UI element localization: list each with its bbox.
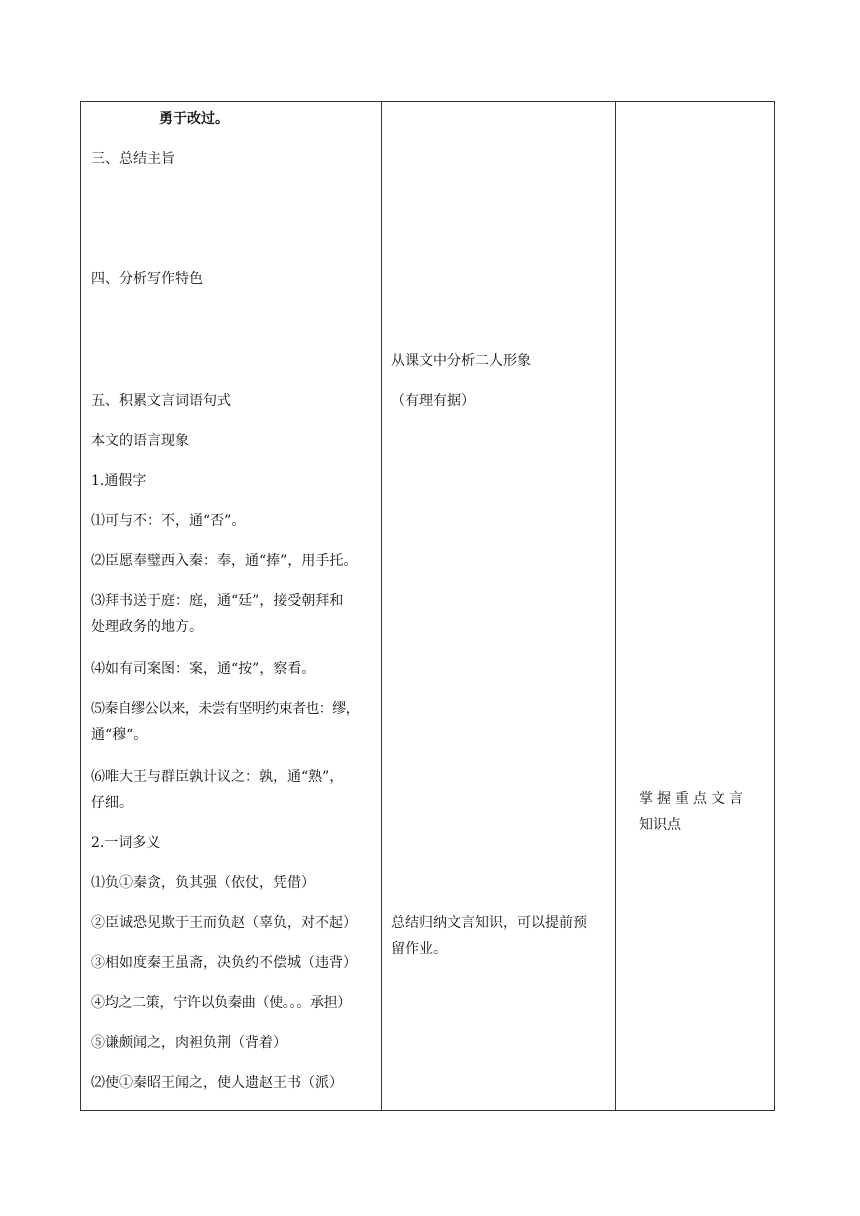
subsection-tongjiazi: 1.通假字	[91, 473, 147, 489]
note-evidence: （有理有据）	[391, 393, 475, 409]
tongjiazi-item: ⑷如有司案图：案，通“按”，察看。	[91, 661, 316, 677]
polysemy-item: ⑤谦颇闻之，肉袒负荆（背着）	[91, 1035, 287, 1051]
note-summary-cont: 留作业。	[391, 941, 447, 957]
subsection-polysemy: 2.一词多义	[91, 835, 161, 851]
goal-text-cont: 知识点	[639, 817, 681, 833]
tongjiazi-item-cont: 仔细。	[91, 795, 133, 811]
polysemy-item: ③相如度秦王虽斋，决负约不偿城（违背）	[91, 955, 357, 971]
note-character-analysis: 从课文中分析二人形象	[391, 353, 531, 369]
column-divider	[381, 102, 382, 1110]
lesson-plan-table	[80, 101, 775, 1111]
tongjiazi-item-cont: 通“穆“。	[91, 727, 148, 743]
tongjiazi-item-cont: 处理政务的地方。	[91, 619, 203, 635]
bold-conclusion: 勇于改过。	[159, 111, 229, 127]
note-summary: 总结归纳文言知识，可以提前预	[391, 915, 587, 931]
tongjiazi-item: ⑸秦自缪公以来，未尝有坚明约束者也：缪，	[91, 701, 359, 717]
polysemy-item: ⑴负①秦贪，负其强（依仗，凭借）	[91, 875, 315, 891]
tongjiazi-item: ⑶拜书送于庭：庭，通“廷”，接受朝拜和	[91, 593, 344, 609]
polysemy-item: ④均之二策，宁许以负秦曲（使。。。承担）	[91, 995, 351, 1011]
section-vocab-heading: 五、积累文言词语句式	[91, 393, 231, 409]
tongjiazi-item: ⑵臣愿奉璧西入秦：奉，通“捧”，用手托。	[91, 553, 358, 569]
section-writing-heading: 四、分析写作特色	[91, 271, 203, 287]
tongjiazi-item: ⑴可与不：不，通“否”。	[91, 513, 246, 529]
column-divider	[615, 102, 616, 1110]
language-phenomena: 本文的语言现象	[91, 433, 189, 449]
goal-text: 掌握重点文言	[639, 791, 747, 807]
section-summary-heading: 三、总结主旨	[91, 151, 175, 167]
tongjiazi-item: ⑹唯大王与群臣孰计议之：孰，通“熟”，	[91, 769, 344, 785]
polysemy-item: ⑵使①秦昭王闻之，使人遗赵王书（派）	[91, 1075, 343, 1091]
polysemy-item: ②臣诚恐见欺于王而负赵（辜负，对不起）	[91, 915, 357, 931]
